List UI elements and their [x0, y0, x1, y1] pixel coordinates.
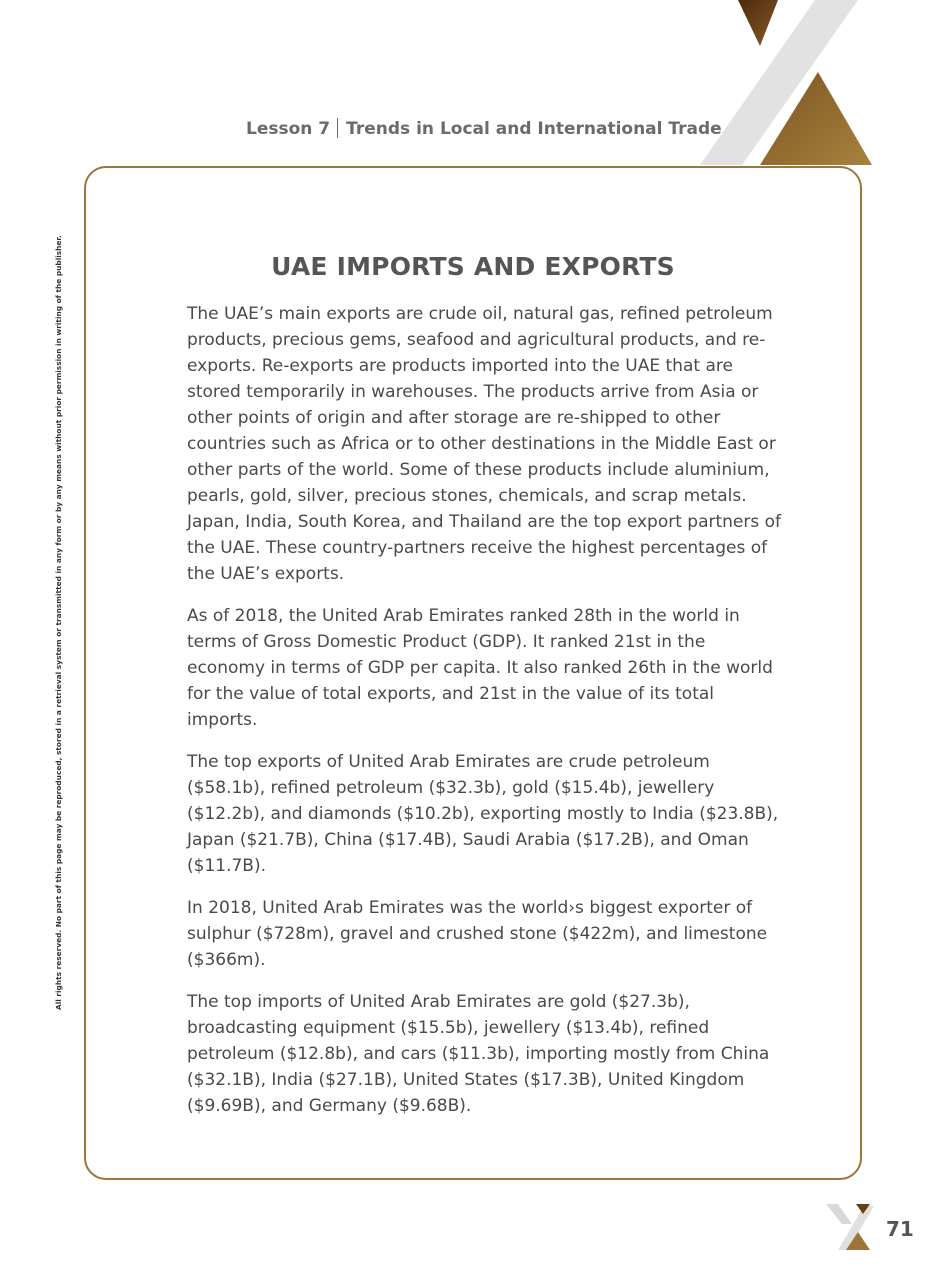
section-body [187, 301, 787, 1135]
footer-logo-mark [826, 1204, 876, 1254]
header-separator [337, 118, 338, 138]
paragraph-exports-overview: The UAE’s main exports are crude oil, natural gas, refined petroleum products, precious gems, seafood and agricultural products, and re-exports. Re-exports are products imported into the UAE that are stored temporarily in warehouses. The products arrive from Asia or other points of origin and after storage are re-shipped to other countries such as Africa or to other destinations in the Middle East or other parts of the world. Some of these products include aluminium, pearls, gold, silver, precious stones, chemicals, and scrap metals. Japan, India, South Korea, and Thailand are the top export partners of the UAE. These country-partners receive the highest percentages of the UAE’s exports. [187, 304, 782, 584]
paragraph-top-imports: The top imports of United Arab Emirates are gold ($27.3b), broadcasting equipment ($15.5b), jewellery ($13.4b), refined petroleum ($12.8b), and cars ($11.3b), importing mostly from China ($32.1B), India ($27.1B), United States ($17.3B), United Kingdom ($9.69B), and Germany ($9.68B). [187, 992, 770, 1116]
page-number: 71 [886, 1217, 914, 1241]
paragraph-top-exports: The top exports of United Arab Emirates are crude petroleum ($58.1b), refined petroleum ($32.3b), gold ($15.4b), jewellery ($12.2b), and diamonds ($10.2b), exporting mostly to India ($23.8B), Japan ($21.7B), China ($17.4B), Saudi Arabia ($17.2B), and Oman ($11.7B). [187, 752, 779, 876]
paragraph-gdp-ranking: As of 2018, the United Arab Emirates ranked 28th in the world in terms of Gross Domestic Product (GDP). It ranked 21st in the economy in terms of GDP per capita. It also ranked 26th in the world for the value of total exports, and 21st in the value of its total imports. [187, 606, 773, 730]
section-title: UAE IMPORTS AND EXPORTS [271, 252, 675, 281]
lesson-title: Trends in Local and International Trade [346, 119, 722, 139]
corner-decoration [0, 0, 945, 180]
lesson-number: Lesson 7 [246, 119, 331, 139]
copyright-note: All rights reserved. No part of this page may be reproduced, stored in a retrieval system or transmitted in any form or by any means without prior permission in writing of the publisher. [54, 235, 63, 1010]
lesson-header [246, 118, 722, 139]
paragraph-biggest-exporter: In 2018, United Arab Emirates was the world›s biggest exporter of sulphur ($728m), gravel and crushed stone ($422m), and limestone ($366m). [187, 898, 768, 970]
